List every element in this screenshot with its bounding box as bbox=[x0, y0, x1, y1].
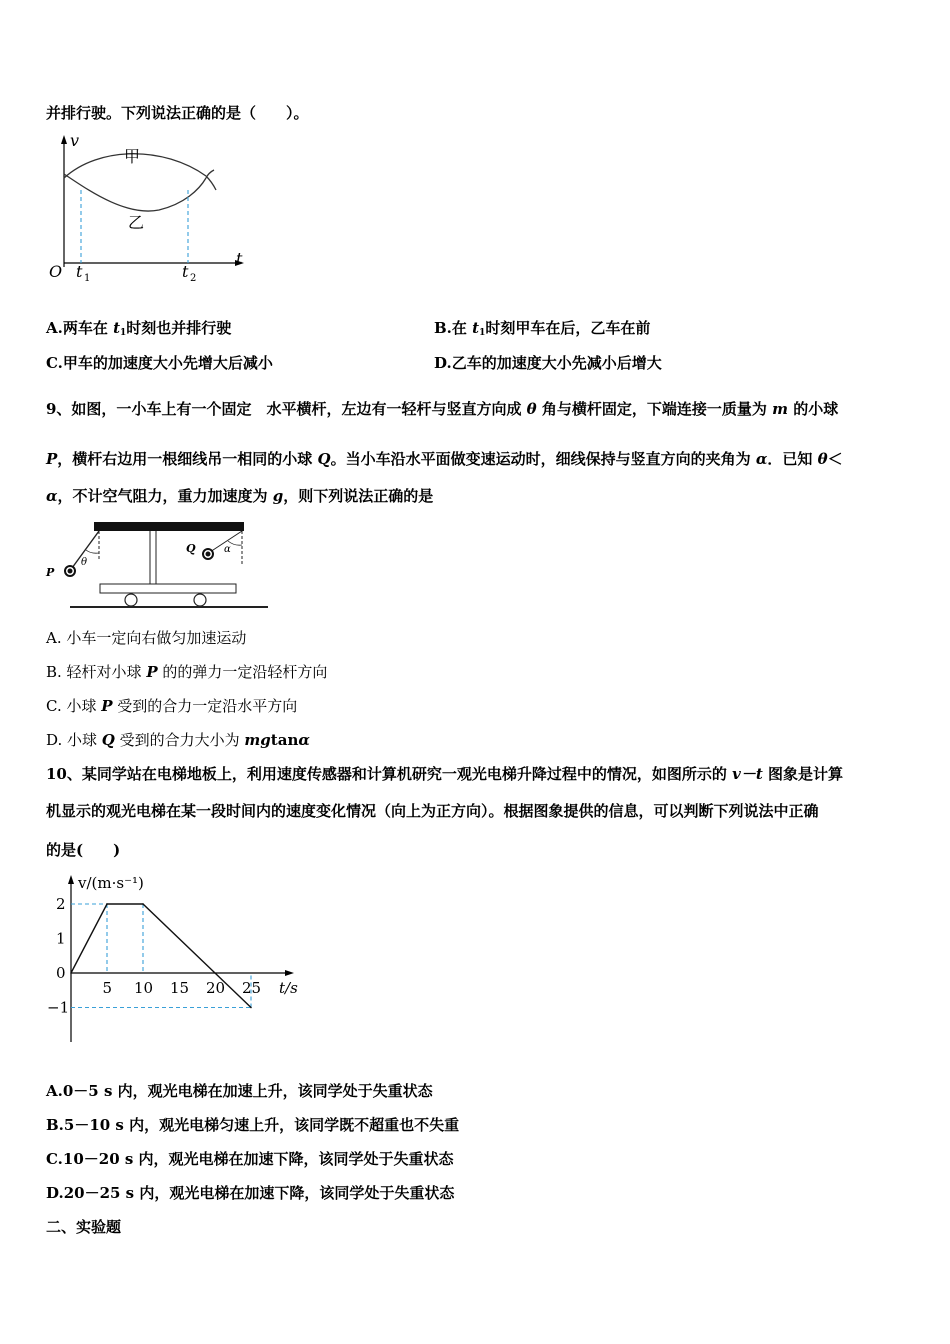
q8-option-b: B.在 $t_1$时刻甲车在后，乙车在前 bbox=[434, 319, 651, 338]
origin-label: O bbox=[49, 262, 63, 281]
q10-option-c: C.10－20 s 内，观光电梯在加速下降，该同学处于失重状态 bbox=[46, 1150, 454, 1168]
y-tick-label: −1 bbox=[47, 998, 70, 1017]
q9-stem-line3: α，不计空气阻力，重力加速度为 g，则下列说法正确的是 bbox=[46, 487, 434, 505]
y-tick-label: 0 bbox=[56, 964, 66, 982]
velocity-point-3 bbox=[214, 972, 216, 974]
q10-stem-line1: 10、某同学站在电梯地板上，利用速度传感器和计算机研究一观光电梯升降过程中的情况，如图所示的 v－t 图象是计算 bbox=[46, 765, 843, 783]
q9-option-b: B. 轻杆对小球 P 的的弹力一定沿轻杆方向 bbox=[46, 663, 328, 681]
q9-option-d: D. 小球 Q 受到的合力大小为 mgtanα bbox=[46, 731, 310, 749]
t2-sub: 2 bbox=[190, 273, 197, 282]
y-tick-label: 1 bbox=[56, 929, 66, 948]
q9-option-c: C. 小球 P 受到的合力一定沿水平方向 bbox=[46, 697, 298, 715]
q9-cart-figure bbox=[44, 518, 274, 618]
x-tick-label: 10 bbox=[134, 979, 154, 997]
axis-t-label: t bbox=[236, 249, 243, 268]
t1-label: t bbox=[76, 262, 83, 281]
q8-option-a: A.两车在 $t_1$时刻也并排行驶 bbox=[46, 319, 232, 338]
q8-stem-tail: 并排行驶。下列说法正确的是（ ）。 bbox=[46, 104, 309, 122]
q10-option-d: D.20－25 s 内，观光电梯在加速下降，该同学处于失重状态 bbox=[46, 1184, 455, 1202]
axis-v-label: v bbox=[70, 132, 80, 150]
q10-option-a: A.0－5 s 内，观光电梯在加速上升，该同学处于失重状态 bbox=[46, 1082, 433, 1100]
label-yi: 乙 bbox=[128, 213, 145, 232]
velocity-point-0 bbox=[70, 972, 72, 974]
y-axis-label: v/(m·s⁻¹) bbox=[78, 874, 144, 892]
ball-p-label: P bbox=[46, 566, 55, 579]
q10-vt-chart bbox=[44, 870, 314, 1045]
x-axis-label: t/s bbox=[279, 979, 298, 997]
y-tick-label: 2 bbox=[56, 895, 66, 913]
q10-stem-line3: 的是( ) bbox=[46, 841, 121, 859]
q9-option-a: A. 小车一定向右做匀加速运动 bbox=[46, 629, 247, 647]
label-jia: 甲 bbox=[124, 147, 141, 166]
q10-stem-line2: 机显示的观光电梯在某一段时间内的速度变化情况（向上为正方向）。根据图象提供的信息，可以判断下列说法中正确 bbox=[46, 802, 819, 820]
alpha-label: α bbox=[224, 544, 231, 555]
q8-option-c: C.甲车的加速度大小先增大后减小 bbox=[46, 354, 273, 372]
x-tick-label: 5 bbox=[102, 979, 113, 997]
t1-sub: 1 bbox=[84, 273, 91, 282]
q10-option-b: B.5－10 s 内，观光电梯匀速上升，该同学既不超重也不失重 bbox=[46, 1116, 460, 1134]
velocity-point-2 bbox=[142, 903, 144, 905]
q8-option-d: D.乙车的加速度大小先减小后增大 bbox=[434, 354, 662, 372]
x-tick-label: 15 bbox=[170, 979, 190, 997]
section-heading: 二、实验题 bbox=[46, 1218, 122, 1236]
t2-label: t bbox=[182, 262, 189, 281]
ball-q-label: Q bbox=[186, 542, 196, 555]
x-tick-label: 20 bbox=[206, 979, 226, 997]
velocity-point-1 bbox=[106, 903, 108, 905]
q9-stem-line2: P，横杆右边用一根细线吊一相同的小球 Q。当小车沿水平面做变速运动时，细线保持与竖直方向的夹角为 α．已知 θ＜ bbox=[46, 450, 843, 468]
q9-stem-line1: 9、如图，一小车上有一个固定 水平横杆，左边有一轻杆与竖直方向成 θ 角与横杆固定，下端连接一质量为 m 的小球 bbox=[46, 400, 839, 418]
velocity-point-4 bbox=[250, 1007, 252, 1009]
q8-vt-graph bbox=[44, 132, 254, 282]
curve-yi bbox=[64, 176, 206, 202]
curve-jia-end bbox=[186, 176, 206, 192]
x-tick-label: 25 bbox=[242, 979, 262, 997]
theta-label: θ bbox=[81, 557, 88, 568]
